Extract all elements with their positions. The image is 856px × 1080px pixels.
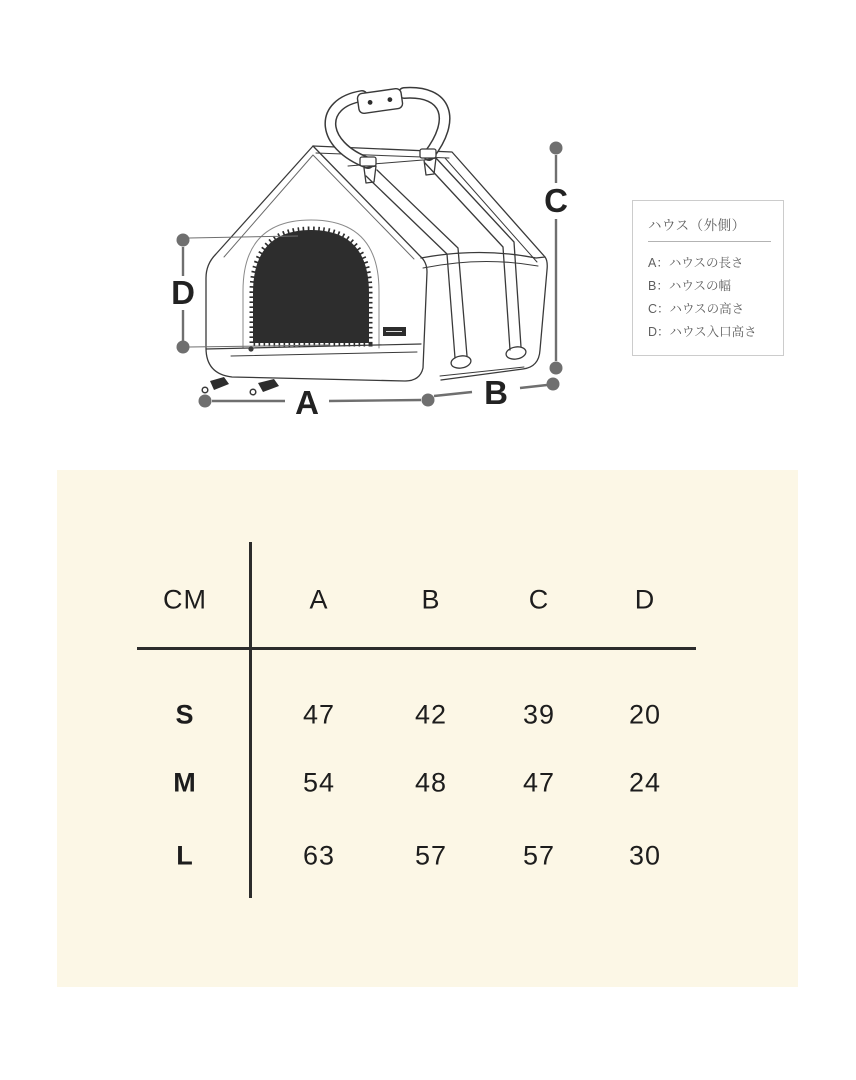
table-cell: 39 [522, 699, 556, 730]
table-cell: 20 [628, 699, 662, 730]
zipper-pull [248, 346, 253, 351]
table-column-d: D [634, 584, 656, 615]
dimension-label-c: C [544, 182, 568, 219]
table-cell: 48 [414, 767, 448, 798]
ground-clips [202, 377, 279, 395]
dimension-label-d: D [171, 274, 195, 311]
legend-item-b: B：ハウスの幅 [648, 279, 731, 293]
dimension-a [199, 384, 435, 421]
table-row-l-label: L [176, 840, 194, 871]
table-cell: 57 [522, 840, 556, 871]
dimension-label-a: A [295, 384, 319, 421]
brand-tag [383, 327, 406, 336]
table-horizontal-rule [137, 647, 696, 650]
table-cell: 57 [414, 840, 448, 871]
mesh-door [243, 220, 379, 352]
table-unit-header: CM [163, 584, 207, 615]
legend-list [648, 252, 773, 344]
table-cell: 30 [628, 840, 662, 871]
table-column-c: C [528, 584, 550, 615]
table-cell: 63 [302, 840, 336, 871]
table-vertical-rule [249, 542, 252, 898]
dimension-legend [632, 200, 784, 356]
size-chart-panel [57, 470, 798, 987]
legend-item-d: D：ハウス入口高さ [648, 325, 757, 339]
dimension-b [434, 374, 560, 411]
table-cell: 47 [522, 767, 556, 798]
product-dimension-diagram [0, 0, 856, 455]
dimension-c [544, 142, 568, 375]
table-column-b: B [421, 584, 441, 615]
table-cell: 47 [302, 699, 336, 730]
carry-handles [330, 88, 444, 183]
table-row-s-label: S [175, 699, 195, 730]
legend-title: ハウス（外側） [648, 218, 746, 233]
base-band [206, 344, 421, 356]
legend-item-c: C：ハウスの高さ [648, 302, 745, 316]
table-cell: 42 [414, 699, 448, 730]
legend-divider [648, 241, 771, 242]
handle-clips [360, 149, 436, 183]
table-cell: 24 [628, 767, 662, 798]
legend-item-a: A：ハウスの長さ [648, 256, 744, 270]
table-row-m-label: M [173, 767, 197, 798]
dimension-label-b: B [484, 374, 508, 411]
table-cell: 54 [302, 767, 336, 798]
table-column-a: A [309, 584, 329, 615]
